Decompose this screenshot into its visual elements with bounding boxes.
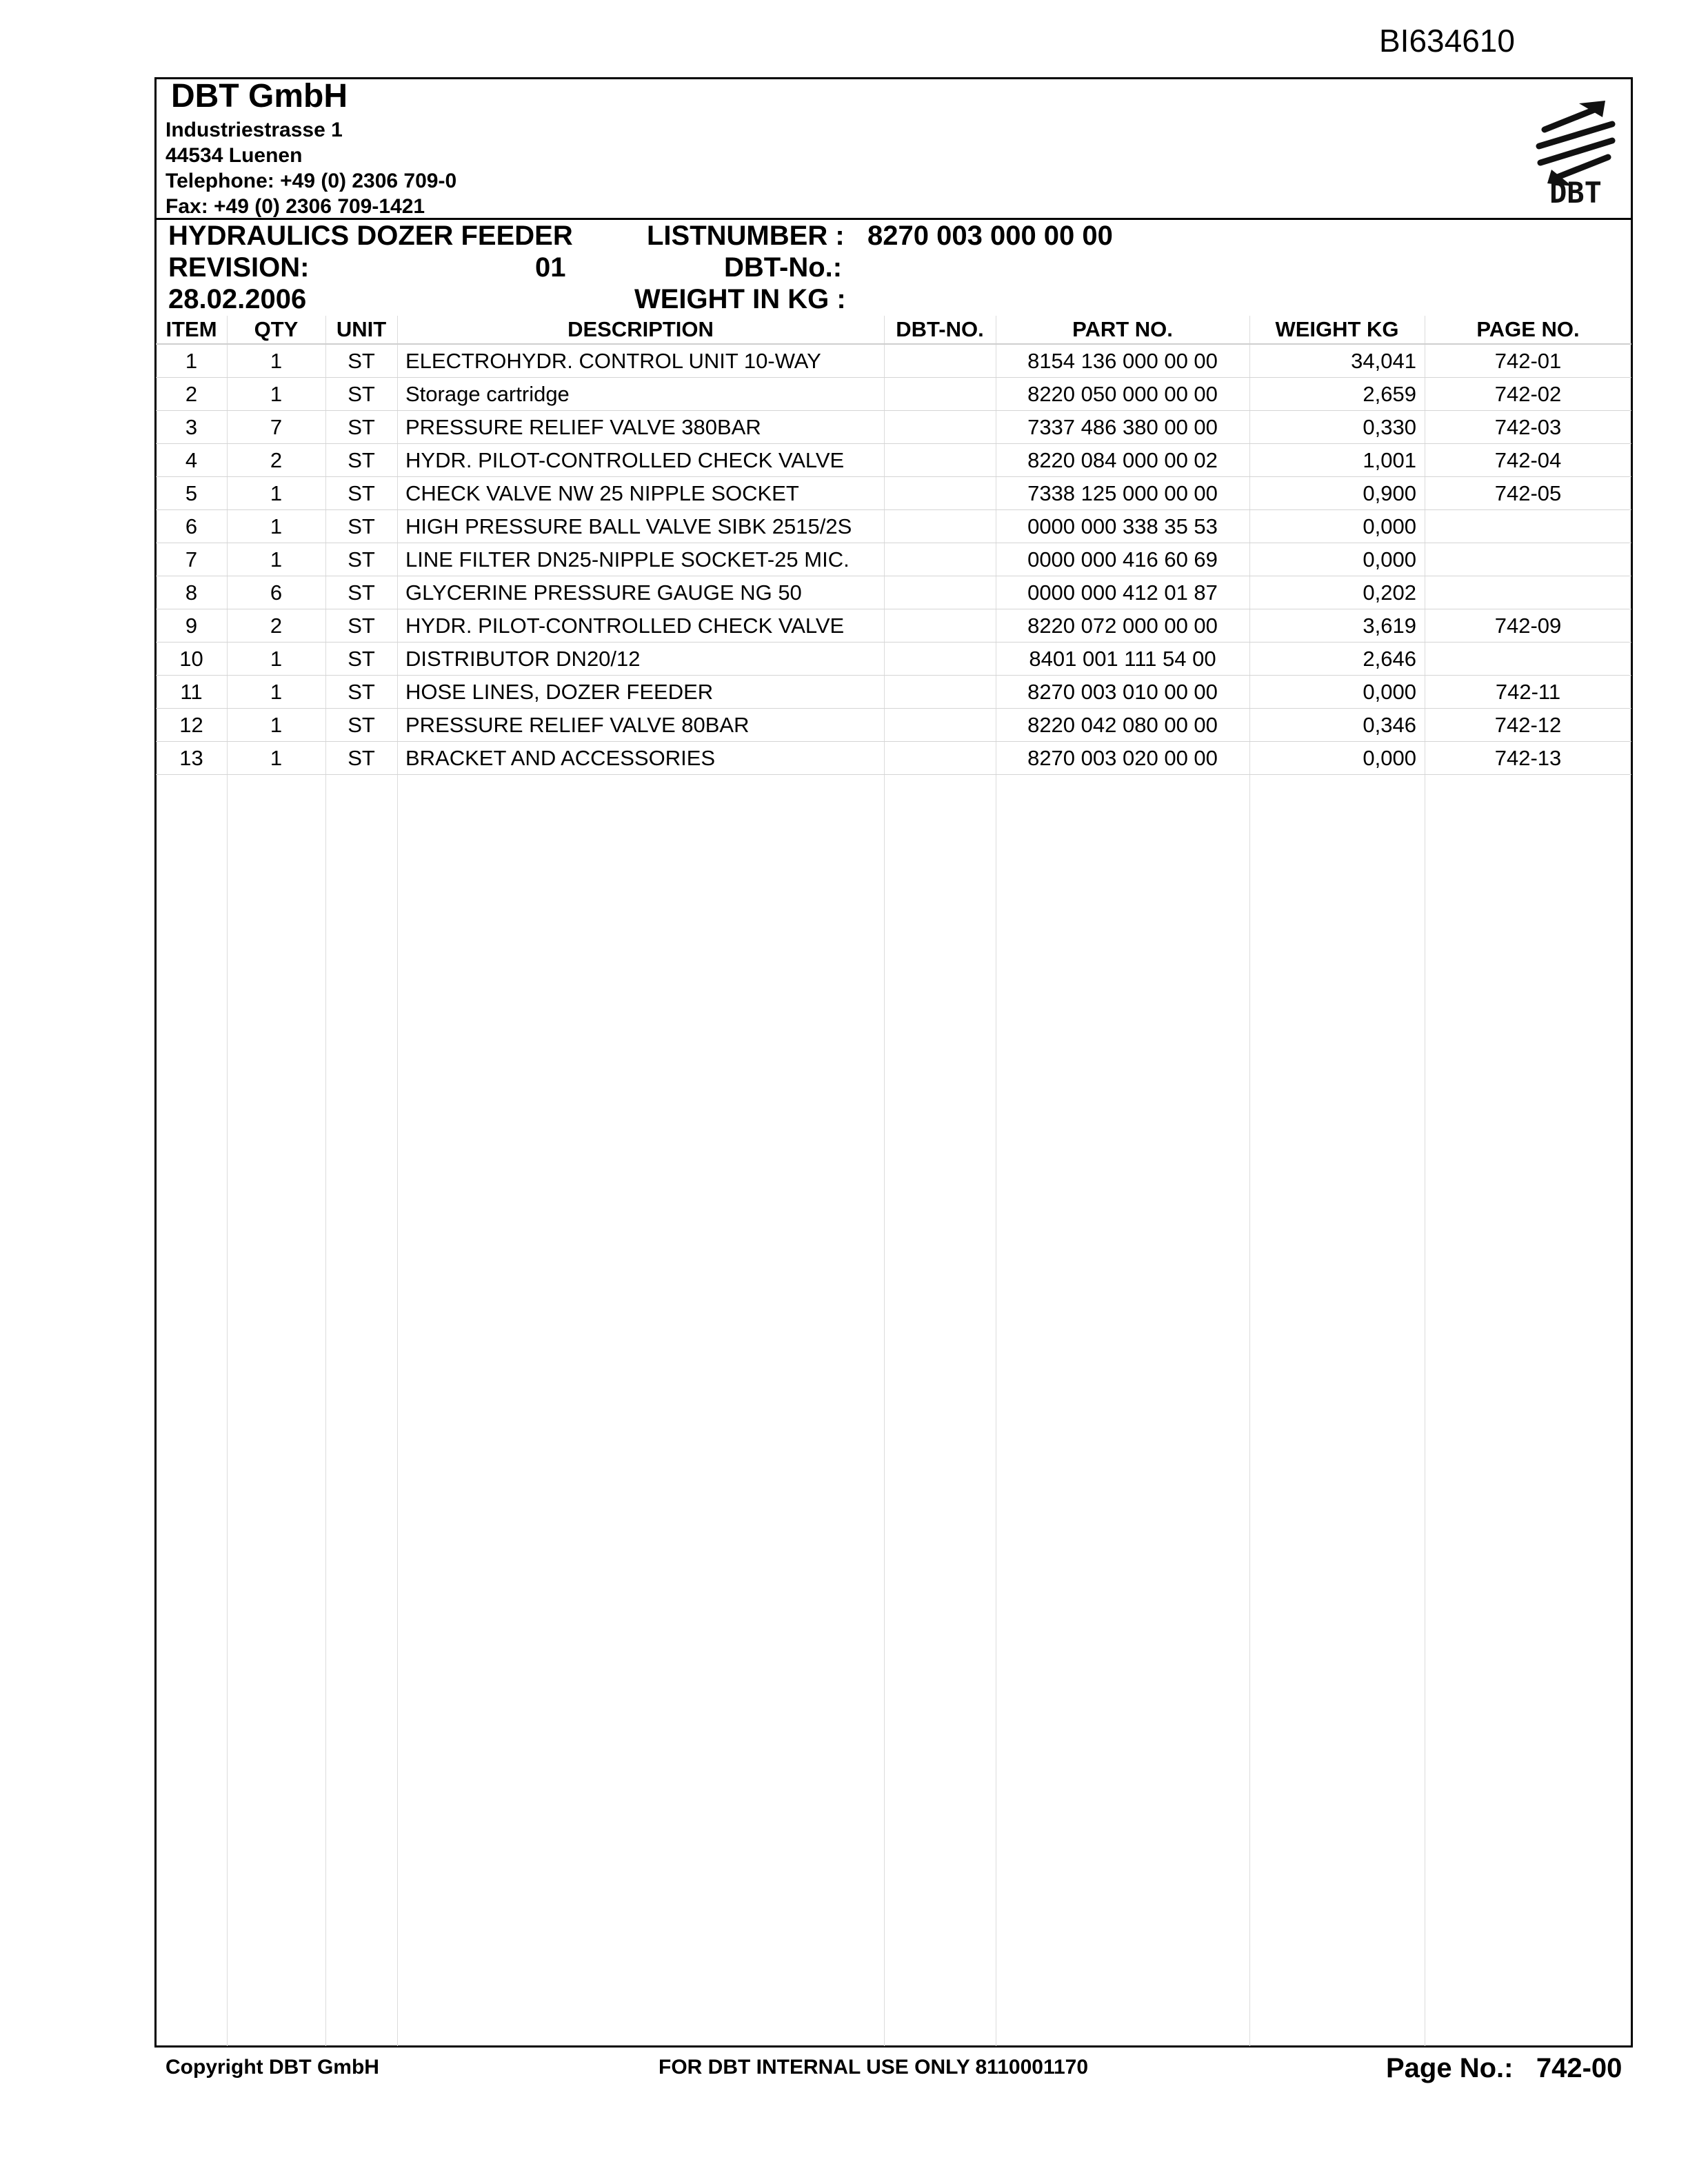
cell-unit: ST	[325, 643, 397, 676]
table-row	[156, 411, 1631, 444]
column-header-page-no: PAGE NO.	[1425, 316, 1631, 344]
cell-dbt-no	[884, 709, 996, 742]
cell-item: 6	[156, 510, 227, 543]
cell-part-no: 0000 000 412 01 87	[996, 576, 1249, 609]
cell-unit: ST	[325, 444, 397, 477]
cell-weight: 0,000	[1249, 742, 1425, 775]
cell-dbt-no	[884, 742, 996, 775]
cell-weight: 1,001	[1249, 444, 1425, 477]
table-row	[156, 378, 1631, 411]
cell-weight: 0,900	[1249, 477, 1425, 510]
header-separator	[154, 218, 1633, 220]
cell-page-no	[1425, 643, 1631, 676]
table-row	[156, 543, 1631, 576]
address-fax: Fax: +49 (0) 2306 709-1421	[165, 195, 425, 218]
cell-page-no: 742-11	[1425, 676, 1631, 709]
cell-weight: 0,346	[1249, 709, 1425, 742]
cell-dbt-no	[884, 411, 996, 444]
cell-weight: 2,646	[1249, 643, 1425, 676]
cell-description: DISTRIBUTOR DN20/12	[397, 643, 884, 676]
dbt-logo	[1531, 97, 1620, 207]
cell-description: LINE FILTER DN25-NIPPLE SOCKET-25 MIC.	[397, 543, 884, 576]
cell-part-no: 8270 003 010 00 00	[996, 676, 1249, 709]
cell-weight: 3,619	[1249, 609, 1425, 643]
cell-qty: 1	[227, 543, 325, 576]
cell-qty: 1	[227, 510, 325, 543]
table-row	[156, 477, 1631, 510]
column-header-part-no: PART NO.	[996, 316, 1249, 344]
cell-weight: 0,000	[1249, 543, 1425, 576]
cell-unit: ST	[325, 411, 397, 444]
revision-label: REVISION:	[168, 252, 310, 283]
cell-dbt-no	[884, 609, 996, 643]
cell-dbt-no	[884, 510, 996, 543]
address-telephone: Telephone: +49 (0) 2306 709-0	[165, 170, 457, 192]
cell-item: 12	[156, 709, 227, 742]
cell-qty: 1	[227, 676, 325, 709]
document-title: HYDRAULICS DOZER FEEDER	[168, 221, 573, 251]
column-header-weight: WEIGHT KG	[1249, 316, 1425, 344]
address-street: Industriestrasse 1	[165, 119, 343, 141]
cell-description: CHECK VALVE NW 25 NIPPLE SOCKET	[397, 477, 884, 510]
table-row	[156, 444, 1631, 477]
parts-table	[156, 316, 1631, 775]
cell-description: Storage cartridge	[397, 378, 884, 411]
cell-item: 10	[156, 643, 227, 676]
cell-qty: 1	[227, 378, 325, 411]
page-value: 742-00	[1536, 2053, 1622, 2083]
cell-part-no: 8220 042 080 00 00	[996, 709, 1249, 742]
cell-item: 2	[156, 378, 227, 411]
cell-description: PRESSURE RELIEF VALVE 380BAR	[397, 411, 884, 444]
logo-text: DBT	[1549, 176, 1602, 207]
cell-qty: 1	[227, 477, 325, 510]
cell-page-no: 742-05	[1425, 477, 1631, 510]
cell-item: 13	[156, 742, 227, 775]
cell-weight: 0,330	[1249, 411, 1425, 444]
footer-page-number	[1386, 2053, 1622, 2084]
cell-unit: ST	[325, 477, 397, 510]
dbt-logo-icon	[1531, 97, 1620, 207]
cell-item: 1	[156, 344, 227, 378]
revision-value: 01	[535, 252, 566, 283]
cell-part-no: 8220 072 000 00 00	[996, 609, 1249, 643]
cell-description: HYDR. PILOT-CONTROLLED CHECK VALVE	[397, 444, 884, 477]
document-id: BI634610	[1379, 23, 1515, 59]
cell-description: BRACKET AND ACCESSORIES	[397, 742, 884, 775]
table-row	[156, 676, 1631, 709]
cell-qty: 1	[227, 344, 325, 378]
cell-page-no: 742-09	[1425, 609, 1631, 643]
cell-description: HYDR. PILOT-CONTROLLED CHECK VALVE	[397, 609, 884, 643]
cell-dbt-no	[884, 643, 996, 676]
table-row	[156, 609, 1631, 643]
cell-item: 9	[156, 609, 227, 643]
cell-description: GLYCERINE PRESSURE GAUGE NG 50	[397, 576, 884, 609]
cell-page-no: 742-02	[1425, 378, 1631, 411]
cell-weight: 2,659	[1249, 378, 1425, 411]
cell-qty: 2	[227, 609, 325, 643]
cell-qty: 6	[227, 576, 325, 609]
column-header-qty: QTY	[227, 316, 325, 344]
cell-weight: 0,202	[1249, 576, 1425, 609]
cell-item: 4	[156, 444, 227, 477]
cell-page-no: 742-03	[1425, 411, 1631, 444]
listnumber-value: 8270 003 000 00 00	[867, 221, 1113, 251]
cell-qty: 2	[227, 444, 325, 477]
column-header-dbt-no: DBT-NO.	[884, 316, 996, 344]
table-row	[156, 576, 1631, 609]
cell-dbt-no	[884, 543, 996, 576]
cell-weight: 34,041	[1249, 344, 1425, 378]
cell-unit: ST	[325, 344, 397, 378]
footer-internal-note: FOR DBT INTERNAL USE ONLY 8110001170	[659, 2056, 1089, 2079]
cell-dbt-no	[884, 344, 996, 378]
cell-part-no: 7338 125 000 00 00	[996, 477, 1249, 510]
page-label: Page No.:	[1386, 2053, 1514, 2083]
cell-description: HIGH PRESSURE BALL VALVE SIBK 2515/2S	[397, 510, 884, 543]
cell-unit: ST	[325, 676, 397, 709]
column-header-item: ITEM	[156, 316, 227, 344]
column-header-unit: UNIT	[325, 316, 397, 344]
cell-part-no: 0000 000 338 35 53	[996, 510, 1249, 543]
cell-qty: 1	[227, 709, 325, 742]
cell-dbt-no	[884, 477, 996, 510]
cell-page-no: 742-04	[1425, 444, 1631, 477]
cell-unit: ST	[325, 742, 397, 775]
cell-page-no	[1425, 543, 1631, 576]
column-header-description: DESCRIPTION	[397, 316, 884, 344]
table-row	[156, 709, 1631, 742]
cell-part-no: 8154 136 000 00 00	[996, 344, 1249, 378]
cell-unit: ST	[325, 576, 397, 609]
cell-item: 11	[156, 676, 227, 709]
cell-part-no: 7337 486 380 00 00	[996, 411, 1249, 444]
cell-part-no: 8220 050 000 00 00	[996, 378, 1249, 411]
cell-unit: ST	[325, 709, 397, 742]
table-row	[156, 643, 1631, 676]
footer-copyright: Copyright DBT GmbH	[165, 2056, 379, 2079]
cell-unit: ST	[325, 378, 397, 411]
cell-unit: ST	[325, 609, 397, 643]
cell-dbt-no	[884, 378, 996, 411]
listnumber-label: LISTNUMBER :	[647, 221, 845, 251]
cell-page-no	[1425, 510, 1631, 543]
cell-weight: 0,000	[1249, 676, 1425, 709]
dbt-no-label: DBT-No.:	[724, 252, 843, 283]
cell-page-no: 742-01	[1425, 344, 1631, 378]
cell-dbt-no	[884, 576, 996, 609]
weight-label: WEIGHT IN KG :	[634, 284, 846, 314]
cell-description: HOSE LINES, DOZER FEEDER	[397, 676, 884, 709]
table-row	[156, 742, 1631, 775]
cell-page-no: 742-12	[1425, 709, 1631, 742]
cell-part-no: 8270 003 020 00 00	[996, 742, 1249, 775]
cell-unit: ST	[325, 510, 397, 543]
table-row	[156, 510, 1631, 543]
document-date: 28.02.2006	[168, 284, 307, 314]
cell-item: 8	[156, 576, 227, 609]
table-header-row	[156, 316, 1631, 344]
cell-qty: 1	[227, 742, 325, 775]
company-name: DBT GmbH	[171, 78, 348, 114]
cell-part-no: 8220 084 000 00 02	[996, 444, 1249, 477]
cell-part-no: 0000 000 416 60 69	[996, 543, 1249, 576]
cell-dbt-no	[884, 444, 996, 477]
cell-description: ELECTROHYDR. CONTROL UNIT 10-WAY	[397, 344, 884, 378]
cell-qty: 1	[227, 643, 325, 676]
cell-qty: 7	[227, 411, 325, 444]
cell-unit: ST	[325, 543, 397, 576]
cell-description: PRESSURE RELIEF VALVE 80BAR	[397, 709, 884, 742]
cell-item: 7	[156, 543, 227, 576]
cell-page-no: 742-13	[1425, 742, 1631, 775]
table-row	[156, 344, 1631, 378]
cell-dbt-no	[884, 676, 996, 709]
cell-item: 5	[156, 477, 227, 510]
cell-part-no: 8401 001 111 54 00	[996, 643, 1249, 676]
cell-item: 3	[156, 411, 227, 444]
cell-weight: 0,000	[1249, 510, 1425, 543]
cell-page-no	[1425, 576, 1631, 609]
address-city: 44534 Luenen	[165, 144, 303, 167]
